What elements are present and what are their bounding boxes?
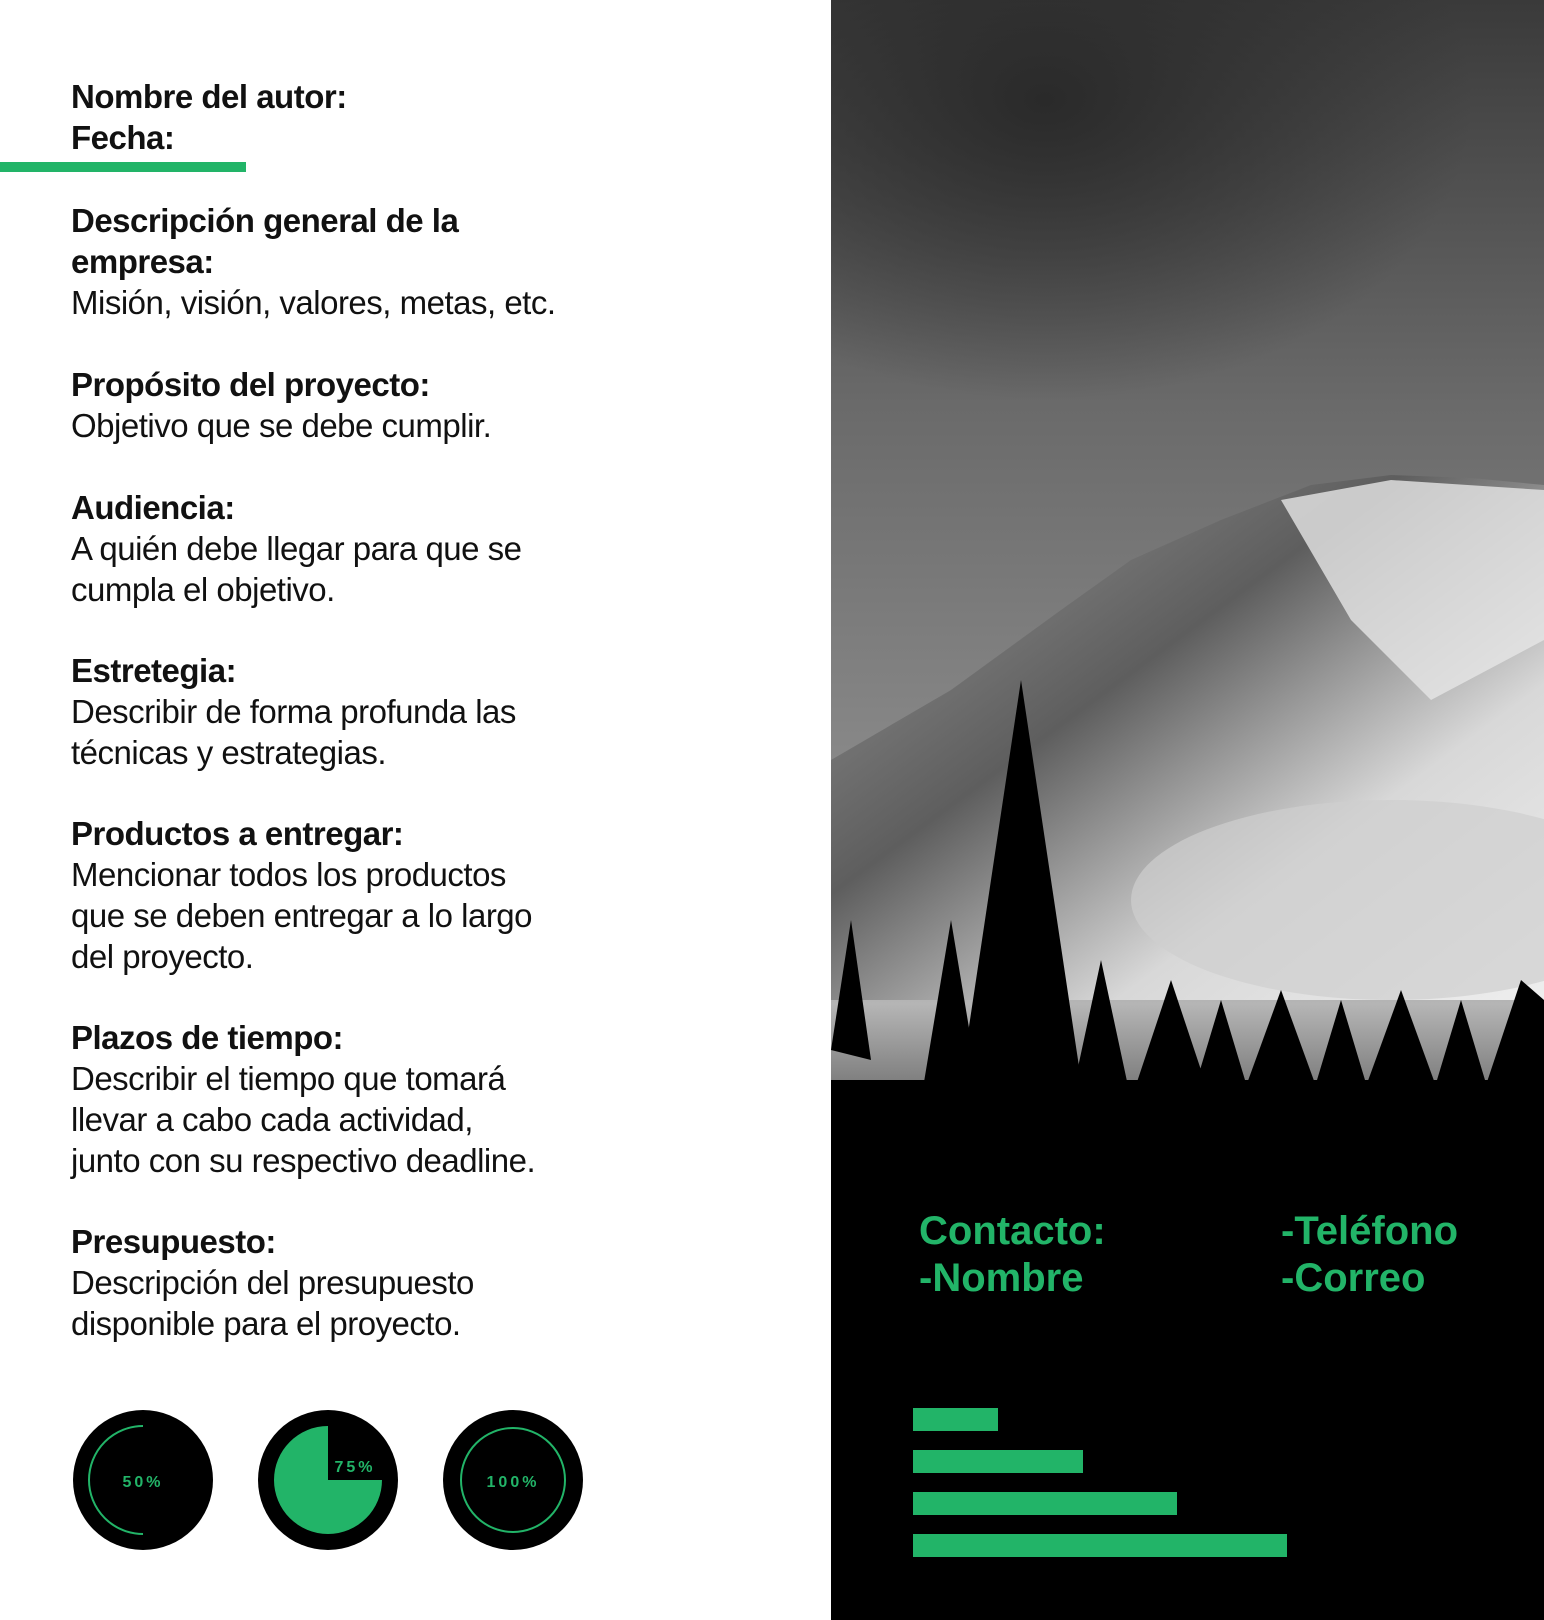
accent-divider (0, 162, 246, 172)
section-text: que se deben entregar a lo largo (71, 897, 533, 934)
section-audience (71, 487, 522, 610)
section-text: disponible para el proyecto. (71, 1305, 461, 1342)
section-text: Objetivo que se debe cumplir. (71, 407, 492, 444)
progress-label: 100% (486, 1474, 540, 1491)
progress-circle-75 (258, 1410, 398, 1550)
section-text: del proyecto. (71, 938, 254, 975)
section-text: junto con su respectivo deadline. (71, 1142, 536, 1179)
section-budget (71, 1221, 474, 1344)
section-strategy (71, 650, 516, 773)
bar-1 (913, 1408, 998, 1431)
contact-block-left (919, 1208, 1106, 1302)
progress-circle-50 (73, 1410, 213, 1550)
section-title: Estretegia: (71, 652, 237, 689)
section-title: empresa: (71, 243, 214, 280)
section-title: Descripción general de la (71, 202, 459, 239)
section-timeline (71, 1017, 535, 1181)
section-title: Productos a entregar: (71, 815, 404, 852)
header-fields (71, 76, 347, 158)
section-text: llevar a cabo cada actividad, (71, 1101, 473, 1138)
section-text: Describir de forma profunda las (71, 693, 516, 730)
section-text: Descripción del presupuesto (71, 1264, 474, 1301)
section-purpose (71, 364, 491, 446)
progress-label: 75% (334, 1459, 376, 1476)
section-text: cumpla el objetivo. (71, 571, 335, 608)
mountain-photo (831, 0, 1544, 1620)
section-text: Describir el tiempo que tomará (71, 1060, 506, 1097)
bar-4 (913, 1534, 1287, 1557)
contact-title: Contacto: (919, 1209, 1106, 1253)
date-label: Fecha: (71, 119, 175, 156)
progress-circle-100 (443, 1410, 583, 1550)
section-title: Presupuesto: (71, 1223, 276, 1260)
section-text: técnicas y estrategias. (71, 734, 386, 771)
contact-name: -Nombre (919, 1256, 1084, 1300)
bar-2 (913, 1450, 1083, 1473)
section-title: Audiencia: (71, 489, 235, 526)
contact-email: -Correo (1281, 1256, 1426, 1300)
mountain-photo-panel (831, 0, 1544, 1620)
section-title: Propósito del proyecto: (71, 366, 430, 403)
section-text: Mencionar todos los productos (71, 856, 506, 893)
section-title: Plazos de tiempo: (71, 1019, 344, 1056)
progress-label: 50% (122, 1474, 164, 1491)
section-deliverables (71, 813, 532, 977)
author-label: Nombre del autor: (71, 78, 347, 115)
section-company (71, 200, 556, 323)
section-text: A quién debe llegar para que se (71, 530, 522, 567)
contact-block-right (1281, 1208, 1458, 1302)
contact-phone: -Teléfono (1281, 1209, 1459, 1253)
section-text: Misión, visión, valores, metas, etc. (71, 284, 556, 321)
bar-3 (913, 1492, 1177, 1515)
